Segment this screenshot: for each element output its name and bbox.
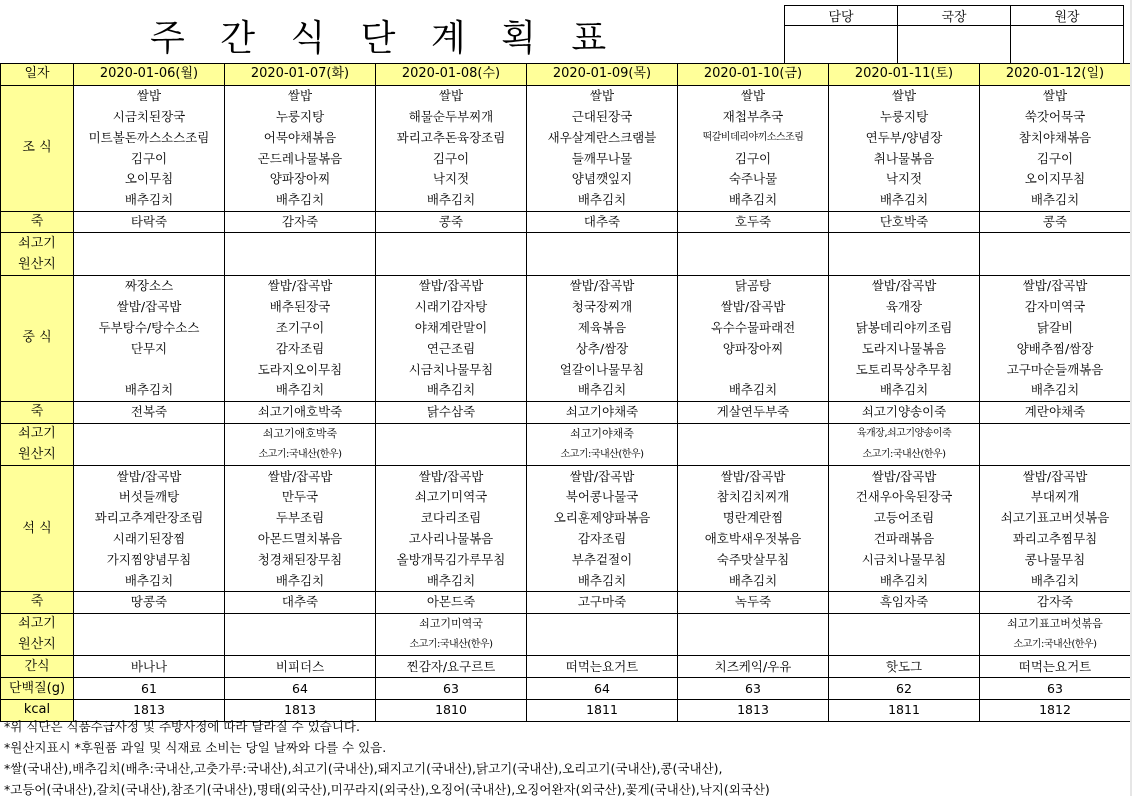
menu-cell: 쇠고기양송이죽 xyxy=(829,401,980,423)
menu-cell: 닭갈비 xyxy=(980,318,1131,339)
kcal-label: kcal xyxy=(1,699,74,721)
menu-cell: 코다리조림 xyxy=(376,508,527,529)
menu-cell: 쌀밥/잡곡밥 xyxy=(376,275,527,296)
menu-cell: 배추김치 xyxy=(225,380,376,401)
menu-cell: 얼갈이나물무침 xyxy=(527,359,678,380)
menu-cell: 전복죽 xyxy=(74,401,225,423)
menu-cell: 두부조림 xyxy=(225,508,376,529)
menu-cell: 감자죽 xyxy=(225,211,376,233)
menu-cell: 타락죽 xyxy=(74,211,225,233)
menu-cell: 배추김치 xyxy=(376,570,527,591)
origin-cell xyxy=(829,613,980,634)
menu-cell: 쇠고기표고버섯볶음 xyxy=(980,508,1131,529)
menu-cell: 북어콩나물국 xyxy=(527,487,678,508)
menu-cell: 핫도그 xyxy=(829,656,980,678)
origin-cell xyxy=(678,233,829,254)
dinner-label: 석 식 xyxy=(1,466,74,592)
menu-cell: 배추김치 xyxy=(678,380,829,401)
menu-cell: 흑임자죽 xyxy=(829,591,980,613)
menu-cell: 쌀밥/잡곡밥 xyxy=(225,275,376,296)
menu-cell: 63 xyxy=(376,678,527,700)
menu-cell: 연두부/양념장 xyxy=(829,127,980,148)
porridge-label: 죽 xyxy=(1,211,74,233)
menu-cell: 배추김치 xyxy=(74,190,225,211)
origin-cell: 소고기:국내산(한우) xyxy=(829,444,980,465)
menu-cell: 콩죽 xyxy=(376,211,527,233)
beef-origin-label: 쇠고기 xyxy=(1,233,74,254)
menu-cell: 계란야채죽 xyxy=(980,401,1131,423)
origin-cell xyxy=(829,254,980,275)
menu-table xyxy=(0,63,1131,722)
origin-cell xyxy=(74,233,225,254)
menu-cell: 짜장소스 xyxy=(74,275,225,296)
menu-cell: 쌀밥 xyxy=(376,85,527,106)
menu-cell: 오이무침 xyxy=(74,169,225,190)
menu-cell: 양파장아찌 xyxy=(225,169,376,190)
menu-cell: 떠먹는요거트 xyxy=(980,656,1131,678)
menu-cell: 근대된장국 xyxy=(527,107,678,128)
menu-cell: 호두죽 xyxy=(678,211,829,233)
menu-cell: 새우살계란스크램블 xyxy=(527,127,678,148)
menu-cell: 연근조림 xyxy=(376,338,527,359)
menu-cell: 올방개묵김가루무침 xyxy=(376,549,527,570)
menu-cell: 시래기된장찜 xyxy=(74,529,225,550)
menu-cell: 녹두죽 xyxy=(678,591,829,613)
menu-cell: 쑥갓어묵국 xyxy=(980,107,1131,128)
porridge-label: 죽 xyxy=(1,401,74,423)
menu-cell: 배추김치 xyxy=(74,570,225,591)
origin-cell xyxy=(225,613,376,634)
menu-cell: 1812 xyxy=(980,699,1131,721)
date-header: 2020-01-09(목) xyxy=(527,64,678,86)
menu-cell: 닭곰탕 xyxy=(678,275,829,296)
approval-label-head: 원장 xyxy=(1011,6,1124,26)
origin-cell xyxy=(678,613,829,634)
origin-cell xyxy=(678,635,829,656)
menu-cell: 1811 xyxy=(527,699,678,721)
beef-origin-label: 원산지 xyxy=(1,444,74,465)
menu-cell: 쌀밥/잡곡밥 xyxy=(527,275,678,296)
menu-cell: 쌀밥/잡곡밥 xyxy=(225,466,376,487)
menu-cell: 배추김치 xyxy=(527,190,678,211)
menu-cell: 쌀밥/잡곡밥 xyxy=(829,466,980,487)
menu-cell: 쌀밥/잡곡밥 xyxy=(678,297,829,318)
approval-label-director: 국장 xyxy=(898,6,1011,26)
menu-cell: 쌀밥 xyxy=(980,85,1131,106)
origin-cell: 소고기:국내산(한우) xyxy=(225,444,376,465)
menu-cell: 숙주나물 xyxy=(678,169,829,190)
menu-cell: 쌀밥/잡곡밥 xyxy=(678,466,829,487)
menu-cell: 쇠고기미역국 xyxy=(376,487,527,508)
menu-cell: 양파장아찌 xyxy=(678,338,829,359)
menu-cell: 63 xyxy=(678,678,829,700)
origin-cell xyxy=(376,423,527,444)
date-header: 2020-01-08(수) xyxy=(376,64,527,86)
origin-cell: 쇠고기미역국 xyxy=(376,613,527,634)
menu-cell: 배추된장국 xyxy=(225,297,376,318)
origin-cell xyxy=(74,635,225,656)
menu-cell: 64 xyxy=(225,678,376,700)
menu-cell: 바나나 xyxy=(74,656,225,678)
menu-cell: 누룽지탕 xyxy=(829,107,980,128)
origin-cell xyxy=(678,423,829,444)
menu-cell: 게살연두부죽 xyxy=(678,401,829,423)
menu-cell: 쌀밥 xyxy=(829,85,980,106)
origin-cell: 쇠고기애호박죽 xyxy=(225,423,376,444)
menu-cell: 배추김치 xyxy=(376,380,527,401)
menu-cell: 해물순두부찌개 xyxy=(376,107,527,128)
approval-label-staff: 담당 xyxy=(785,6,898,26)
menu-cell: 도라지오이무침 xyxy=(225,359,376,380)
approval-sign-head[interactable] xyxy=(1011,26,1124,65)
menu-cell: 김구이 xyxy=(376,148,527,169)
date-header: 2020-01-12(일) xyxy=(980,64,1131,86)
menu-cell: 배추김치 xyxy=(829,570,980,591)
menu-cell: 대추죽 xyxy=(225,591,376,613)
origin-cell xyxy=(74,613,225,634)
menu-cell: 상추/쌈장 xyxy=(527,338,678,359)
menu-cell: 치즈케익/우유 xyxy=(678,656,829,678)
origin-cell: 쇠고기표고버섯볶음 xyxy=(980,613,1131,634)
origin-cell: 쇠고기야채죽 xyxy=(527,423,678,444)
menu-cell: 건파래볶음 xyxy=(829,529,980,550)
header-label: 일자 xyxy=(1,64,74,86)
menu-cell: 61 xyxy=(74,678,225,700)
menu-cell: 쌀밥 xyxy=(225,85,376,106)
menu-cell: 찐감자/요구르트 xyxy=(376,656,527,678)
menu-cell: 떡갈비데리야끼소스조림 xyxy=(678,127,829,148)
snack-label: 간식 xyxy=(1,656,74,678)
menu-cell: 배추김치 xyxy=(74,380,225,401)
origin-cell: 소고기:국내산(한우) xyxy=(980,635,1131,656)
menu-cell: 콩나물무침 xyxy=(980,549,1131,570)
protein-label: 단백질(g) xyxy=(1,678,74,700)
menu-cell: 63 xyxy=(980,678,1131,700)
menu-cell: 시금치된장국 xyxy=(74,107,225,128)
menu-cell: 쌀밥/잡곡밥 xyxy=(527,466,678,487)
menu-cell: 오리훈제양파볶음 xyxy=(527,508,678,529)
menu-cell: 누룽지탕 xyxy=(225,107,376,128)
menu-cell: 단무지 xyxy=(74,338,225,359)
footnote-line: *원산지표시 *후원품 과일 및 식재료 소비는 당일 날짜와 다를 수 있음. xyxy=(4,740,387,755)
menu-cell: 아몬드멸치볶음 xyxy=(225,529,376,550)
menu-cell: 쌀밥 xyxy=(527,85,678,106)
menu-cell: 쇠고기야채죽 xyxy=(527,401,678,423)
breakfast-label: 조 식 xyxy=(1,85,74,211)
approval-sign-director[interactable] xyxy=(898,26,1011,65)
origin-cell: 소고기:국내산(한우) xyxy=(527,444,678,465)
menu-cell: 1813 xyxy=(225,699,376,721)
menu-cell: 배추김치 xyxy=(829,380,980,401)
beef-origin-label: 쇠고기 xyxy=(1,423,74,444)
menu-cell: 쌀밥/잡곡밥 xyxy=(829,275,980,296)
origin-cell xyxy=(980,444,1131,465)
menu-cell: 땅콩죽 xyxy=(74,591,225,613)
menu-cell: 부대찌개 xyxy=(980,487,1131,508)
menu-cell: 명란계란찜 xyxy=(678,508,829,529)
date-header: 2020-01-07(화) xyxy=(225,64,376,86)
menu-cell: 닭수삼죽 xyxy=(376,401,527,423)
origin-cell xyxy=(829,233,980,254)
menu-cell: 양배추찜/쌈장 xyxy=(980,338,1131,359)
menu-cell: 꽈리고추돈육장조림 xyxy=(376,127,527,148)
menu-cell: 시금치나물무침 xyxy=(829,549,980,570)
menu-cell: 고구마순들깨볶음 xyxy=(980,359,1131,380)
menu-cell: 숙주맛살무침 xyxy=(678,549,829,570)
origin-cell xyxy=(376,233,527,254)
menu-cell: 64 xyxy=(527,678,678,700)
menu-cell: 꽈리고추찜무침 xyxy=(980,529,1131,550)
footnote-line: *쌀(국내산),배추김치(배추:국내산,고춧가루:국내산),쇠고기(국내산),돼지고기(국내산),닭고기(국내산),오리고기(국내산),콩(국내산), xyxy=(4,761,723,776)
menu-cell: 쌀밥/잡곡밥 xyxy=(376,466,527,487)
origin-cell xyxy=(678,444,829,465)
origin-cell xyxy=(376,254,527,275)
menu-cell: 애호박새우젓볶음 xyxy=(678,529,829,550)
menu-cell: 낙지젓 xyxy=(376,169,527,190)
menu-cell: 쌀밥/잡곡밥 xyxy=(980,466,1131,487)
menu-cell: 배추김치 xyxy=(980,190,1131,211)
menu-cell: 아몬드죽 xyxy=(376,591,527,613)
menu-cell: 배추김치 xyxy=(225,190,376,211)
approval-box xyxy=(784,5,1124,65)
menu-cell: 김구이 xyxy=(980,148,1131,169)
menu-cell: 배추김치 xyxy=(225,570,376,591)
menu-cell: 배추김치 xyxy=(527,570,678,591)
origin-cell xyxy=(980,254,1131,275)
menu-cell: 도토리묵상추무침 xyxy=(829,359,980,380)
menu-cell: 쌀밥/잡곡밥 xyxy=(980,275,1131,296)
date-header: 2020-01-11(토) xyxy=(829,64,980,86)
menu-cell xyxy=(678,359,829,380)
menu-cell: 배추김치 xyxy=(678,570,829,591)
menu-cell: 건새우아욱된장국 xyxy=(829,487,980,508)
menu-cell: 청국장찌개 xyxy=(527,297,678,318)
menu-cell xyxy=(74,359,225,380)
origin-cell xyxy=(225,254,376,275)
menu-cell: 1813 xyxy=(678,699,829,721)
menu-cell: 오이지무침 xyxy=(980,169,1131,190)
menu-cell: 감자죽 xyxy=(980,591,1131,613)
menu-cell: 62 xyxy=(829,678,980,700)
date-header: 2020-01-10(금) xyxy=(678,64,829,86)
footnotes xyxy=(4,716,770,796)
menu-cell: 가지찜양념무침 xyxy=(74,549,225,570)
menu-cell: 만두국 xyxy=(225,487,376,508)
menu-cell: 감자조림 xyxy=(225,338,376,359)
page-title: 주 간 식 단 계 획 표 xyxy=(150,18,619,59)
origin-cell xyxy=(527,233,678,254)
menu-cell: 단호박죽 xyxy=(829,211,980,233)
menu-cell: 배추김치 xyxy=(829,190,980,211)
menu-cell: 취나물볶음 xyxy=(829,148,980,169)
origin-cell xyxy=(225,233,376,254)
menu-cell: 야채계란말이 xyxy=(376,318,527,339)
menu-cell: 낙지젓 xyxy=(829,169,980,190)
date-header: 2020-01-06(월) xyxy=(74,64,225,86)
menu-cell: 고등어조림 xyxy=(829,508,980,529)
menu-cell: 쌀밥 xyxy=(74,85,225,106)
menu-cell: 쇠고기애호박죽 xyxy=(225,401,376,423)
origin-cell: 육개장,쇠고기양송이죽 xyxy=(829,423,980,444)
menu-cell: 제육볶음 xyxy=(527,318,678,339)
origin-cell xyxy=(527,635,678,656)
menu-cell: 꽈리고추계란장조림 xyxy=(74,508,225,529)
origin-cell xyxy=(376,444,527,465)
menu-cell: 청경채된장무침 xyxy=(225,549,376,570)
menu-cell: 시금치나물무침 xyxy=(376,359,527,380)
footnote-line: *위 식단은 식품수급사정 및 주방사정에 따라 달라질 수 있습니다. xyxy=(4,719,360,734)
menu-cell: 1811 xyxy=(829,699,980,721)
menu-cell: 감자미역국 xyxy=(980,297,1131,318)
origin-cell xyxy=(74,254,225,275)
menu-cell: 감자조림 xyxy=(527,529,678,550)
origin-cell xyxy=(678,254,829,275)
menu-cell: 들깨무나물 xyxy=(527,148,678,169)
origin-cell xyxy=(527,613,678,634)
origin-cell xyxy=(527,254,678,275)
menu-cell: 육개장 xyxy=(829,297,980,318)
menu-cell: 김구이 xyxy=(678,148,829,169)
menu-cell: 양념깻잎지 xyxy=(527,169,678,190)
beef-origin-label: 원산지 xyxy=(1,254,74,275)
menu-cell: 쌀밥 xyxy=(678,85,829,106)
approval-sign-staff[interactable] xyxy=(785,26,898,65)
origin-cell xyxy=(980,423,1131,444)
beef-origin-label: 쇠고기 xyxy=(1,613,74,634)
menu-cell: 미트볼돈까스소스조림 xyxy=(74,127,225,148)
menu-cell: 배추김치 xyxy=(376,190,527,211)
menu-cell: 콩죽 xyxy=(980,211,1131,233)
porridge-label: 죽 xyxy=(1,591,74,613)
lunch-label: 중 식 xyxy=(1,275,74,401)
menu-cell: 곤드레나물볶음 xyxy=(225,148,376,169)
menu-cell: 부추겉절이 xyxy=(527,549,678,570)
origin-cell: 소고기:국내산(한우) xyxy=(376,635,527,656)
menu-cell: 대추죽 xyxy=(527,211,678,233)
menu-cell: 어묵야채볶음 xyxy=(225,127,376,148)
menu-cell: 버섯들깨탕 xyxy=(74,487,225,508)
menu-cell: 떠먹는요거트 xyxy=(527,656,678,678)
origin-cell xyxy=(74,444,225,465)
menu-cell: 재첩부추국 xyxy=(678,107,829,128)
menu-cell: 쌀밥/잡곡밥 xyxy=(74,466,225,487)
menu-cell: 조기구이 xyxy=(225,318,376,339)
menu-cell: 고사리나물볶음 xyxy=(376,529,527,550)
origin-cell xyxy=(980,233,1131,254)
menu-cell: 1813 xyxy=(74,699,225,721)
menu-cell: 도라지나물볶음 xyxy=(829,338,980,359)
menu-cell: 김구이 xyxy=(74,148,225,169)
footnote-line: *고등어(국내산),갈치(국내산),참조기(국내산),명태(외국산),미꾸라지(외국산),오징어(국내산),오징어완자(외국산),꽃게(국내산),낙지(외국산) xyxy=(4,782,770,796)
menu-cell: 두부탕수/탕수소스 xyxy=(74,318,225,339)
menu-cell: 배추김치 xyxy=(980,570,1131,591)
menu-cell: 배추김치 xyxy=(678,190,829,211)
menu-cell: 고구마죽 xyxy=(527,591,678,613)
menu-cell: 참치김치찌개 xyxy=(678,487,829,508)
menu-cell: 배추김치 xyxy=(527,380,678,401)
origin-cell xyxy=(74,423,225,444)
beef-origin-label: 원산지 xyxy=(1,635,74,656)
menu-cell: 1810 xyxy=(376,699,527,721)
menu-cell: 참치야채볶음 xyxy=(980,127,1131,148)
menu-cell: 비피더스 xyxy=(225,656,376,678)
menu-cell: 배추김치 xyxy=(980,380,1131,401)
menu-cell: 시래기감자탕 xyxy=(376,297,527,318)
origin-cell xyxy=(829,635,980,656)
origin-cell xyxy=(225,635,376,656)
menu-cell: 쌀밥/잡곡밥 xyxy=(74,297,225,318)
menu-cell: 옥수수물파래전 xyxy=(678,318,829,339)
menu-cell: 닭봉데리야끼조림 xyxy=(829,318,980,339)
